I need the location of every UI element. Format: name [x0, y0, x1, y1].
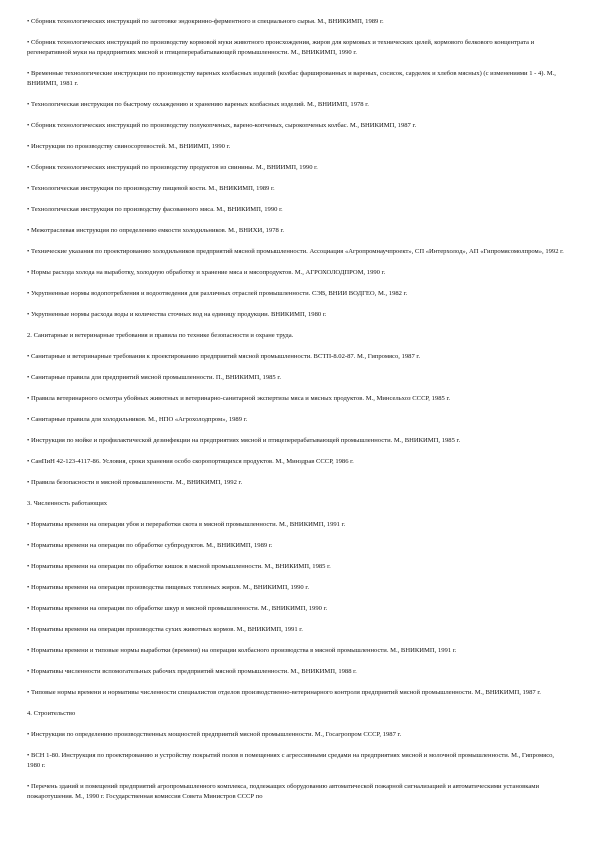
reference-item: • Нормативы времени на операции по обработке субпродуктов. М., ВНИКИМП, 1989 г. [27, 542, 273, 549]
reference-item: • Нормативы численности вспомогательных рабочих предприятий мясной промышленности. М., ВНИКИМП, 1988 г. [27, 668, 357, 675]
reference-item: • СанПиН 42-123-4117-86. Условия, сроки хранения особо скоропортящихся продуктов. М., Минздрав СССР, 1986 г. [27, 458, 354, 465]
section-heading: 4. Строительство [27, 710, 76, 717]
reference-item: • Санитарные правила для предприятий мясной промышленности. П., ВНИКИМП, 1985 г. [27, 374, 281, 381]
reference-item: • Нормативы времени на операции по обработке кишок в мясной промышленности. М., ВНИКИМП, 1985 г. [27, 563, 331, 570]
reference-item: • Правила ветеринарного осмотра убойных животных и ветеринарно-санитарной экспертизы мяса и мясных продуктов. М., Минсельхоз СССР, 1985 г. [27, 395, 451, 402]
reference-item: • Нормативы времени на операции по обработке шкур в мясной промышленности. М., ВНИКИМП, 1990 г. [27, 605, 328, 612]
reference-item: • Санитарные правила для холодильников. М., НПО «Агрохолодпром», 1989 г. [27, 416, 248, 423]
reference-item: • Нормативы времени на операции убоя и переработки скота в мясной промышленности. М., ВНИКИМП, 1991 г. [27, 521, 346, 528]
reference-item: • Нормативы времени и типовые нормы выработки (времени) на операции колбасного производства в мясной промышленности. М., ВНИКИМП, 1991 г. [27, 647, 457, 654]
reference-item: • Сборник технологических инструкций по производству кормовой муки животного происхождения, жиров для кормовых и технических целей, кормового белкового концентрата и регенеративной муки на предприятиях мясной и птицеперерабатывающей промышленности. М., ВНИКИМП, 1990 г. [27, 39, 535, 56]
reference-item: • Нормативы времени на операции производства пищевых топленых жиров. М., ВНИКИМП, 1990 г. [27, 584, 309, 591]
section-heading: 3. Численность работающих [27, 500, 108, 507]
reference-item: • Укрупненные нормы водопотребления и водоотведения для различных отраслей промышленности. СЭВ, ВНИИ ВОДГЕО, М., 1982 г. [27, 290, 408, 297]
reference-item: • Временные технологические инструкции по производству вареных колбасных изделий (колбас фаршированных и вареных, сосисок, сарделек и хлебов мясных) (с изменениями 1 - 4). М., ВНИИМП, 1981 г. [27, 70, 556, 87]
reference-item: • Типовые нормы времени и нормативы численности специалистов отделов производственно-ветеринарного контроля предприятий мясной промышленности. М., ВНИКИМП, 1987 г. [27, 689, 541, 696]
reference-item: • Сборник технологических инструкций по заготовке эндокринно-ферментного и специального сырья. М., ВНИКИМП, 1989 г. [27, 18, 384, 25]
reference-item: • Технологическая инструкция по производству фасованного мяса. М., ВНИКИМП, 1990 г. [27, 206, 283, 213]
reference-item: • Технические указания по проектированию холодильников предприятий мясной промышленности. Ассоциация «Агропромнаучпроект», СП «Интерхолод», АП «Гипромясомолпром», 1992 г. [27, 248, 564, 255]
reference-item: • Инструкция по определению производственных мощностей предприятий мясной промышленности. М., Госагропром СССР, 1987 г. [27, 731, 402, 738]
reference-item: • Перечень зданий и помещений предприятий агропромышленного комплекса, подлежащих оборудованию автоматической пожарной сигнализацией и автоматическими установками пожаротушения. М., 1990 г. Государственная комиссия Совета Министров СССР по [27, 783, 539, 800]
reference-item: • Санитарные и ветеринарные требования к проектированию предприятий мясной промышленности. ВСТП-8.02-87. М., Гипромясо, 1987 г. [27, 353, 421, 360]
section-heading: 2. Санитарные и ветеринарные требования и правила по технике безопасности и охране труда. [27, 332, 294, 339]
reference-item: • Технологическая инструкция по производству пищевой кости. М., ВНИКИМП, 1989 г. [27, 185, 275, 192]
reference-item: • Сборник технологических инструкций по производству полукопченых, варено-копченых, сырокопченых колбас. М., ВНИКИМП, 1987 г. [27, 122, 417, 129]
reference-item: • ВСН 1-80. Инструкция по проектированию и устройству покрытий полов в помещениях с агрессивными средами на предприятиях мясной и молочной промышленности. М., Гипромясо, 1980 г. [27, 752, 555, 769]
reference-item: • Укрупненные нормы расхода воды и количества сточных вод на единицу продукции. ВНИКИМП, 1980 г. [27, 311, 327, 318]
reference-item: • Межотраслевая инструкция по определению емкости холодильников. М., ВНИХИ, 1978 г. [27, 227, 285, 234]
reference-item: • Технологическая инструкция по быстрому охлаждению и хранению вареных колбасных изделий. М., ВНИИМП, 1978 г. [27, 101, 369, 108]
reference-item: • Инструкция по мойке и профилактической дезинфекции на предприятиях мясной и птицеперерабатывающей промышленности. М., ВНИКИМП, 1985 г. [27, 437, 461, 444]
reference-item: • Сборник технологических инструкций по производству продуктов из свинины. М., ВНИИМП, 1990 г. [27, 164, 318, 171]
reference-item: • Инструкция по производству свиносортевостей. М., ВНИИМП, 1990 г. [27, 143, 231, 150]
reference-item: • Правила безопасности в мясной промышленности. М., ВНИКИМП, 1992 г. [27, 479, 243, 486]
reference-item: • Нормативы времени на операции производства сухих животных кормов. М., ВНИКИМП, 1991 г. [27, 626, 303, 633]
reference-item: • Нормы расхода холода на выработку, холодную обработку и хранение мяса и мясопродуктов. М., АГРОХОЛОДПРОМ, 1990 г. [27, 269, 386, 276]
